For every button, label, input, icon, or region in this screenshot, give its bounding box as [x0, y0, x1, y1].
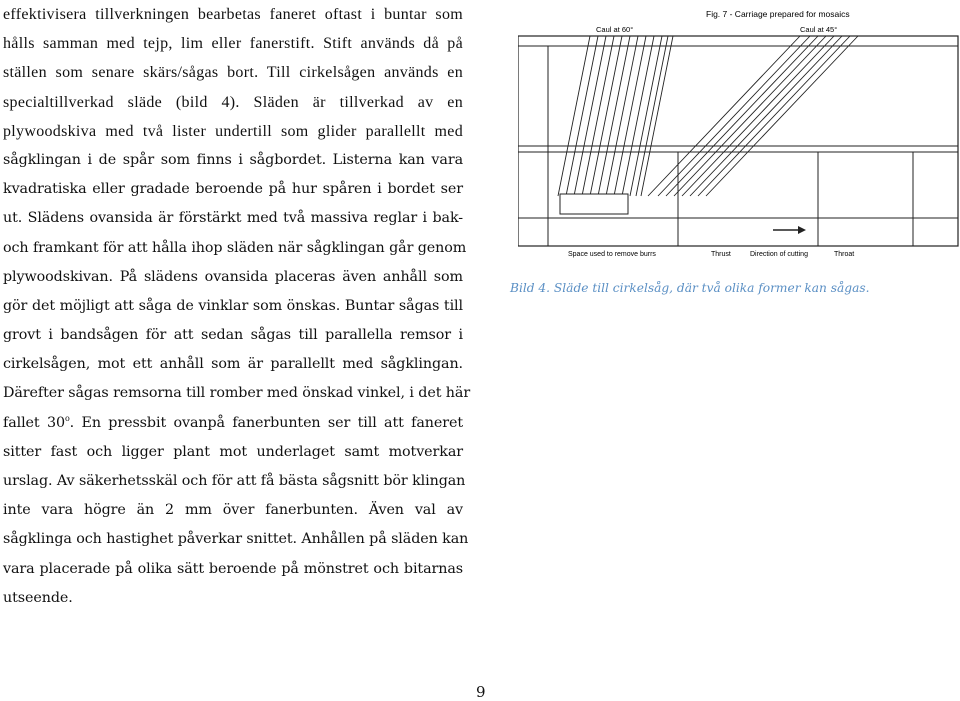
text-line: urslag. Av säkerhetsskäl och för att få bästa sågsnitt bör klingan: [3, 473, 466, 489]
body-text: [3, 0, 471, 613]
text-line: kvadratiska eller gradade beroende på hur spåren i bordet ser: [3, 181, 463, 198]
page-number: 9: [476, 683, 486, 701]
label-thrust: Thrust: [711, 251, 731, 258]
text-line: inte vara högre än 2 mm över fanerbunten. Även val av: [3, 502, 463, 519]
text-line: och framkant för att hålla ihop släden när sågklingan går genom: [3, 239, 467, 256]
text-line: plywoodskiva med två lister undertill som glider parallellt med: [3, 122, 463, 140]
text-line: sågklingan i de spår som finns i sågbordet. Listerna kan vara: [3, 151, 463, 168]
burr-space-box: [560, 194, 628, 214]
text-line: hålls samman med tejp, lim eller fanerstift. Stift används då på: [3, 35, 463, 53]
caul-45-band: [648, 36, 858, 196]
label-burr-space: Space used to remove burrs: [568, 251, 656, 258]
carriage-figure: [518, 6, 960, 258]
degree-sup: o: [64, 413, 70, 423]
text-line: plywoodskivan. På slädens ovansida placeras även anhåll som: [3, 268, 463, 285]
label-direction: Direction of cutting: [750, 251, 808, 258]
text-line: sågklinga och hastighet påverkar snittet. Anhållen på släden kan: [3, 531, 469, 548]
label-throat: Throat: [834, 251, 855, 258]
figure-title: Fig. 7 - Carriage prepared for mosaics: [706, 9, 850, 19]
text-line: Därefter sågas remsorna till romber med önskad vinkel, i det här: [3, 385, 471, 402]
degree-after: . En pressbit ovanpå fanerbunten ser till att faneret: [69, 414, 463, 431]
text-line: specialtillverkad släde (bild 4). Släden är tillverkad av en: [3, 93, 463, 111]
label-caul-45: Caul at 45°: [800, 25, 838, 34]
text-line: vara placerade på olika sätt beroende på mönstret och bitarnas: [3, 560, 463, 577]
text-line: ut. Slädens ovansida är förstärkt med två massiva reglar i bak-: [3, 210, 463, 227]
text-line: utseende.: [3, 589, 73, 606]
text-line: ställen som senare skärs/sågas bort. Till cirkelsågen används en: [3, 64, 463, 82]
degree-before: fallet 30: [3, 414, 65, 431]
figure-caption: Bild 4. Släde till cirkelsåg, där två olika former kan sågas.: [510, 281, 870, 295]
text-line: gör det möjligt att såga de vinklar som önskas. Buntar sågas till: [3, 297, 463, 314]
text-line: grovt i bandsågen för att sedan sågas till parallella remsor i: [3, 327, 463, 344]
text-line-degree: [3, 409, 463, 438]
label-caul-60: Caul at 60°: [596, 25, 634, 34]
carriage-diagram: [518, 6, 960, 258]
text-line: effektivisera tillverkningen bearbetas faneret oftast i buntar som: [3, 6, 463, 23]
arrow-head-icon: [798, 226, 806, 234]
text-line: cirkelsågen, mot ett anhåll som är parallellt med sågklingan.: [3, 356, 463, 373]
caul-60-band: [558, 36, 673, 196]
text-line: sitter fast och ligger plant mot underlaget samt motverkar: [3, 443, 463, 460]
